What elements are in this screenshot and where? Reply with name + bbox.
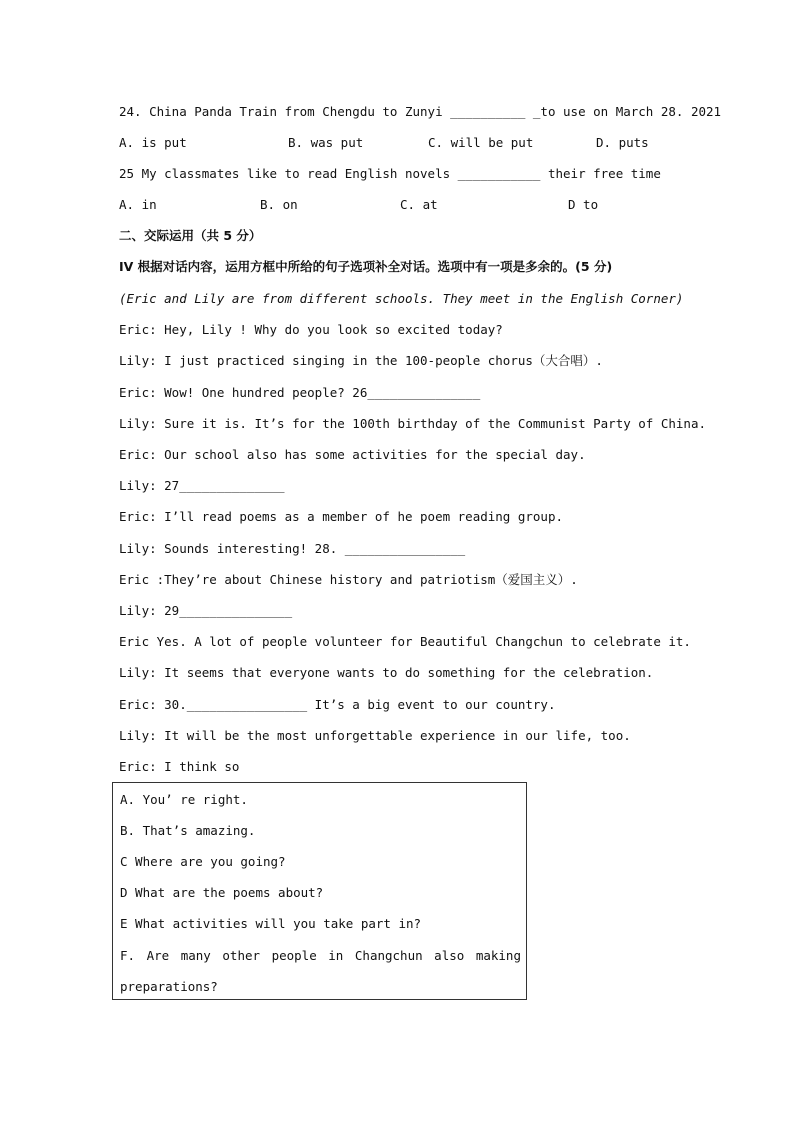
question-25-stem: 25 My classmates like to read English novels ___________ their free time [119, 166, 661, 181]
choice-d: D What are the poems about? [120, 885, 324, 900]
choice-f [120, 948, 521, 964]
choice-f-word: many [180, 948, 211, 963]
choice-c: C Where are you going? [120, 854, 286, 869]
choice-e: E What activities will you take part in? [120, 916, 422, 931]
dialogue-line: Lily: 29_______________ [119, 603, 293, 618]
q24-option-d: D. puts [596, 135, 649, 150]
q25-option-a: A. in [119, 197, 157, 212]
choice-f-word: in [328, 948, 344, 963]
dialogue-line: Eric: I think so [119, 759, 240, 774]
dialogue-line: Eric: Hey, Lily ! Why do you look so excited today? [119, 322, 503, 337]
choice-a: A. You’ re right. [120, 792, 248, 807]
choice-b: B. That’s amazing. [120, 823, 256, 838]
dialogue-line: Eric :They’re about Chinese history and patriotism（爱国主义）. [119, 572, 578, 587]
dialogue-line: Lily: I just practiced singing in the 100-people chorus（大合唱）. [119, 353, 603, 368]
question-24-stem: 24. China Panda Train from Chengdu to Zunyi __________ _to use on March 28. 2021 [119, 104, 722, 119]
dialogue-line: Lily: It seems that everyone wants to do something for the celebration. [119, 665, 654, 680]
choice-f-word: people [271, 948, 317, 963]
dialogue-line: Lily: Sounds interesting! 28. ________________ [119, 541, 466, 556]
dialogue-line: Lily: It will be the most unforgettable experience in our life, too. [119, 728, 631, 743]
dialogue-line: Lily: Sure it is. It’s for the 100th birthday of the Communist Party of China. [119, 416, 706, 431]
choices-box [112, 782, 527, 1000]
dialogue-line: Eric Yes. A lot of people volunteer for Beautiful Changchun to celebrate it. [119, 634, 691, 649]
dialogue-line: Eric: Our school also has some activities for the special day. [119, 447, 586, 462]
q24-option-a: A. is put [119, 135, 187, 150]
q25-option-d: D to [568, 197, 599, 212]
choice-f-continuation: preparations? [120, 979, 218, 994]
choice-f-word: making [475, 948, 521, 963]
dialogue-line: Eric: I’ll read poems as a member of he poem reading group. [119, 509, 564, 524]
dialogue-line: Lily: 27______________ [119, 478, 285, 493]
q25-option-c: C. at [400, 197, 438, 212]
q24-option-c: C. will be put [428, 135, 534, 150]
q25-option-b: B. on [260, 197, 298, 212]
q24-option-b: B. was put [288, 135, 364, 150]
dialogue-context: (Eric and Lily are from different schools. They meet in the English Corner) [119, 291, 684, 306]
section-2-title: 二、交际运用（共 5 分） [119, 228, 262, 243]
section-4-instruction: IV 根据对话内容，运用方框中所给的句子选项补全对话。选项中有一项是多余的。(5 分) [119, 259, 613, 274]
choice-f-word: also [434, 948, 465, 963]
choice-f-word: Changchun [354, 948, 423, 963]
dialogue-line: Eric: 30.________________ It’s a big event to our country. [119, 697, 556, 712]
choice-f-word: F. [120, 948, 136, 963]
dialogue-line: Eric: Wow! One hundred people? 26_______________ [119, 385, 481, 400]
choice-f-word: Are [146, 948, 170, 963]
choice-f-word: other [222, 948, 261, 963]
